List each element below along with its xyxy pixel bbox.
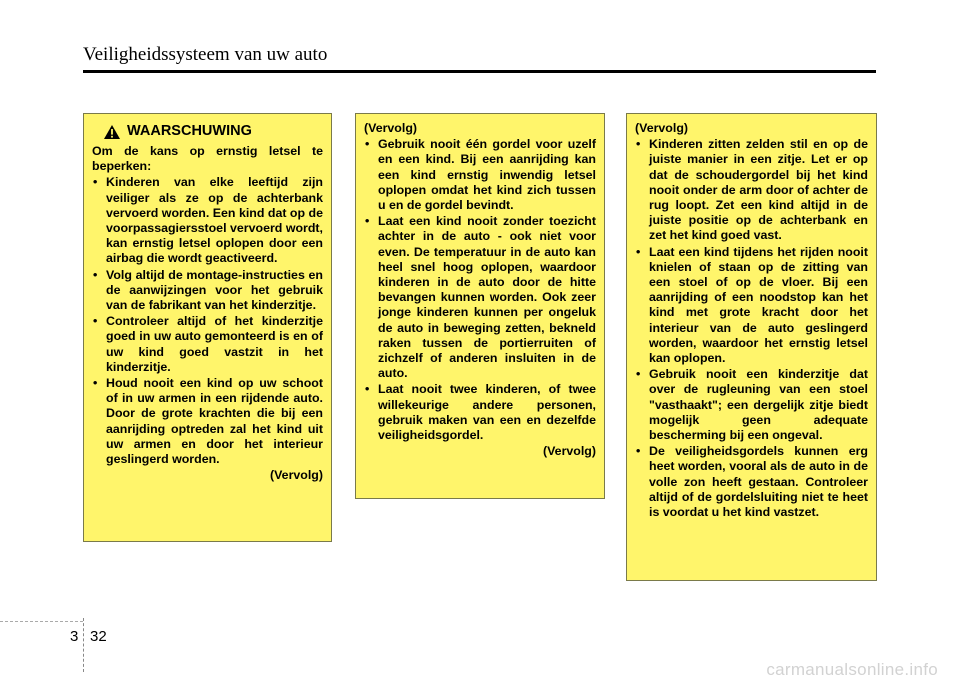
list-item: • Volg altijd de montage-instructies en de aanwijzingen voor het gebruik van de fabrikant van het kinderzitje. [92, 268, 323, 314]
list-item: • Controleer altijd of het kinderzitje goed in uw auto gemonteerd is en of uw kind goed vastzit in het kinderzitje. [92, 314, 323, 375]
warning-intro: Om de kans op ernstig letsel te beperken: [92, 144, 323, 174]
warning-title: WAARSCHUWING [127, 123, 252, 140]
list-item: • Laat nooit twee kinderen, of twee willekeurige andere personen, gebruik maken van een en dezelfde veiligheidsgordel. [364, 382, 596, 443]
list-item: • Laat een kind tijdens het rijden nooit knielen of staan op de zitting van een stoel of op de vloer. Bij een aanrijding of een noodstop kan het kind met grote kracht door het interieur van de auto geslingerd worden, waardoor het ernstig letsel kan oplopen. [635, 245, 868, 367]
footer-divider [0, 621, 83, 623]
continued-label: (Vervolg) [542, 444, 596, 459]
list-item: • Kinderen van elke leeftijd zijn veiliger als ze op de achterbank vervoerd worden. Een kind dat op de voorpassagiersstoel vervoerd wordt, kan ernstig letsel oplopen door een airbag die wordt geactiveerd. [92, 175, 323, 266]
list-item: • De veiligheidsgordels kunnen erg heet worden, vooral als de auto in de volle zon heeft gestaan. Controleer altijd of de gordelsluiting niet te heet is voordat u het kind vastzet. [635, 444, 868, 520]
warning-box [83, 113, 332, 542]
page-number: 32 [90, 628, 107, 645]
header-rule [83, 70, 876, 73]
list-item: • Laat een kind nooit zonder toezicht achter in de auto - ook niet voor even. De temperatuur in de auto kan heel snel hoog oplopen, waardoor kinderen in de auto door de hitte bevangen kunnen worden. Ook zeer jonge kinderen kunnen per ongeluk de auto in beweging zetten, bekneld raken tussen de portierruiten of zichzelf of anderen insluiten in de auto. [364, 214, 596, 381]
warning-list [92, 175, 323, 467]
list-item: • Houd nooit een kind op uw schoot of in uw armen in een rijdende auto. Door de grote krachten die bij een aanrijding optreden zal het kind uit uw armen en door het interieur geslingerd worden. [92, 376, 323, 467]
list-item: • Kinderen zitten zelden stil en op de juiste manier in een zitje. Let er op dat de schoudergordel bij het kind nooit onder de arm door of achter de rug loopt. Zet een kind altijd in de juiste positie op de achterbank en zet het kind goed vast. [635, 137, 868, 243]
list-item: • Gebruik nooit een kinderzitje dat over de rugleuning van een stoel "vasthaakt"; een dergelijk zitje biedt mogelijk geen adequate bescherming bij een ongeval. [635, 367, 868, 443]
warning-list [635, 137, 868, 520]
continued-label: (Vervolg) [635, 121, 689, 135]
page-header-title: Veiligheidssysteem van uw auto [83, 44, 328, 65]
continued-label: (Vervolg) [364, 121, 418, 135]
page-number-divider [83, 618, 85, 672]
watermark: carmanualsonline.info [766, 660, 938, 679]
warning-triangle-icon [103, 124, 121, 140]
continued-label: (Vervolg) [269, 468, 323, 483]
warning-box-continued-2 [626, 113, 877, 581]
list-item: • Gebruik nooit één gordel voor uzelf en een kind. Bij een aanrijding kan een kind ernstig inwendig letsel oplopen omdat het kind zich tussen u en de gordel bevindt. [364, 137, 596, 213]
warning-box-continued-1 [355, 113, 605, 499]
chapter-number: 3 [70, 628, 79, 645]
warning-heading [92, 124, 323, 140]
warning-list [364, 137, 596, 443]
